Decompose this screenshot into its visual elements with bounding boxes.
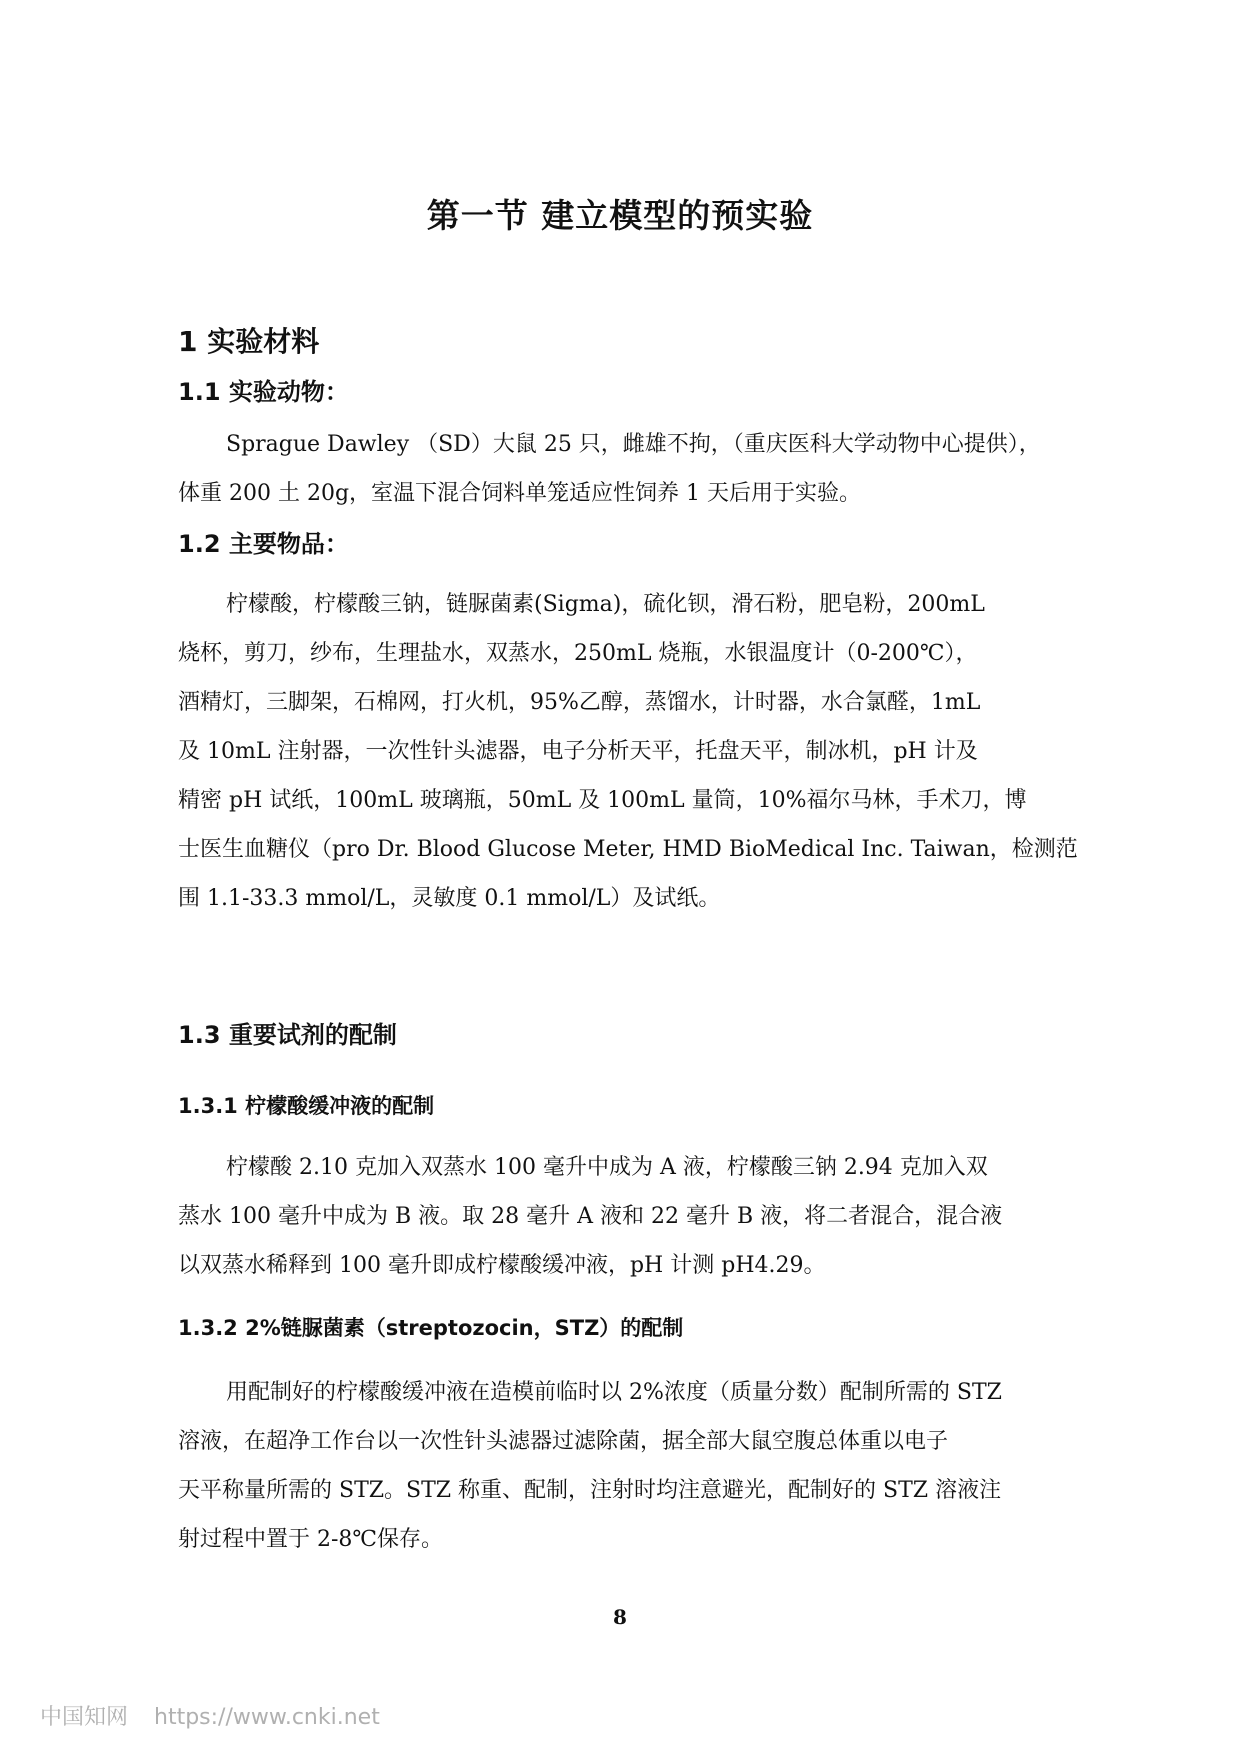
paragraph-line: 以双蒸水稀释到 100 毫升即成柠檬酸缓冲液，pH 计测 pH4.29。: [178, 1253, 826, 1278]
section-heading-materials: 1 实验材料: [178, 325, 320, 358]
subsection-heading-supplies: 1.2 主要物品：: [178, 530, 349, 558]
paragraph-line: 及 10mL 注射器，一次性针头滤器，电子分析天平，托盘天平，制冰机，pH 计及: [178, 739, 978, 764]
paragraph-stz: [178, 1368, 1068, 1564]
paragraph-line: 柠檬酸，柠檬酸三钠，链脲菌素(Sigma)，硫化钡，滑石粉，肥皂粉，200mL: [226, 592, 985, 617]
paragraph-line: 用配制好的柠檬酸缓冲液在造模前临时以 2%浓度（质量分数）配制所需的 STZ: [226, 1380, 1002, 1405]
cnki-watermark: [40, 1700, 380, 1731]
subsection-heading-reagents: 1.3 重要试剂的配制: [178, 1021, 397, 1049]
paragraph-line: 射过程中置于 2-8℃保存。: [178, 1527, 444, 1552]
paragraph-animals: [178, 420, 1068, 518]
paragraph-line: 柠檬酸 2.10 克加入双蒸水 100 毫升中成为 A 液，柠檬酸三钠 2.94 克加入双: [226, 1155, 988, 1180]
paragraph-line: 蒸水 100 毫升中成为 B 液。取 28 毫升 A 液和 22 毫升 B 液，将二者混合，混合液: [178, 1204, 1003, 1229]
paragraph-line: 烧杯，剪刀，纱布，生理盐水，双蒸水，250mL 烧瓶，水银温度计（0-200℃），: [178, 641, 978, 666]
paragraph-line: 天平称量所需的 STZ。STZ 称重、配制，注射时均注意避光，配制好的 STZ 溶液注: [178, 1478, 1002, 1503]
subsection-heading-animals: 1.1 实验动物：: [178, 378, 349, 406]
page-number: 8: [613, 1605, 627, 1629]
paragraph-line: 围 1.1-33.3 mmol/L，灵敏度 0.1 mmol/L）及试纸。: [178, 886, 721, 911]
paragraph-line: 体重 200 土 20g，室温下混合饲料单笼适应性饲养 1 天后用于实验。: [178, 481, 862, 506]
paragraph-line: 酒精灯，三脚架，石棉网，打火机，95%乙醇，蒸馏水，计时器，水合氯醛，1mL: [178, 690, 981, 715]
paragraph-line: Sprague Dawley （SD）大鼠 25 只，雌雄不拘，（重庆医科大学动物中心提供），: [226, 432, 1041, 457]
watermark-brand: 中国知网: [40, 1705, 129, 1730]
subsubsection-heading-stz: 1.3.2 2%链脲菌素（streptozocin，STZ）的配制: [178, 1316, 684, 1340]
paragraph-line: 精密 pH 试纸，100mL 玻璃瓶，50mL 及 100mL 量筒，10%福尔马林，手术刀，博: [178, 788, 1027, 813]
subsubsection-heading-citrate-buffer: 1.3.1 柠檬酸缓冲液的配制: [178, 1094, 435, 1118]
paragraph-supplies: [178, 580, 1078, 923]
chapter-title: 第一节 建立模型的预实验: [426, 196, 814, 235]
paragraph-line: 士医生血糖仪（pro Dr. Blood Glucose Meter, HMD BioMedical Inc. Taiwan，检测范: [178, 837, 1078, 862]
paragraph-line: 溶液，在超净工作台以一次性针头滤器过滤除菌，据全部大鼠空腹总体重以电子: [178, 1429, 949, 1454]
watermark-url: https://www.cnki.net: [154, 1705, 380, 1730]
paragraph-citrate-buffer: [178, 1143, 1068, 1290]
